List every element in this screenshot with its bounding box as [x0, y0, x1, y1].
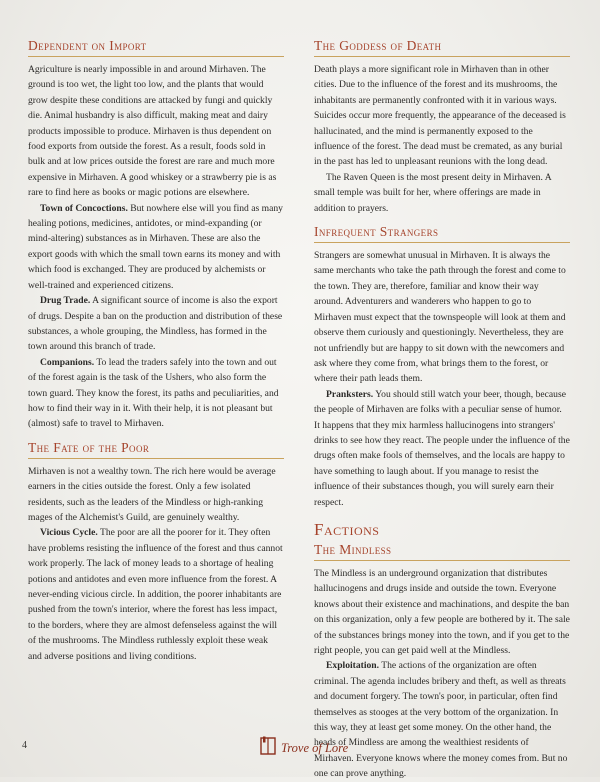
paragraph-mindless: The Mindless is an underground organization that distributes hallucinogens and drugs inside and outside the town. Everyone knows about their existence and machinations, and despite the ban on this organization, only a few people are bothered by it. The sale of the substances brings money into the town, and if you get to the right people, you can get paid well at the Mindless. — [314, 567, 570, 656]
text-vicious-cycle: The poor are all the poorer for it. They often have problems resisting the influence of the forest and thus cannot work properly. The lack of money leads to a shortage of healing potions and antidotes and even more influence from the forest. A never-ending vicious circle. In addition, the poorer inhabitants are pushed from the town's interior, where the forest has less impact, to the borders, where they are almost defenseless against the will of the mushrooms. The Mindless ruthlessly exploit these weak and adverse positions and living conditions. — [28, 527, 283, 662]
paragraph-vicious-cycle — [28, 525, 284, 664]
footer-brand-text: Trove of Lore — [281, 740, 349, 755]
paragraph-pranksters — [314, 387, 570, 510]
text-town-of-concoctions: But nowhere else will you find as many healing potions, medicines, antidotes, or mind-expanding (or mind-altering) substances as in Mirhaven. These are also the export goods with which the small town earns its money and with which food is exchanged. They are produced by alchemists or well-trained and experienced citizens. — [28, 202, 283, 291]
lead-drug-trade: Drug Trade. — [40, 295, 91, 307]
section-title-the-mindless: The Mindless — [314, 542, 570, 561]
paragraph-goddess-1: Death plays a more significant role in Mirhaven than in other cities. Due to the influence of the forest and its mushrooms, the inhabitants are permanently confronted with it in various ways. Suicides occur more frequently, the appearance of the deceased is hallucinated, and the mind is permanently exposed to the influence of the forest. The dead must be cremated, as any burial in the past has led to unpleasant reunions with the long dead. — [314, 64, 566, 168]
text-pranksters: You should still watch your beer, though, because the people of Mirhaven are folks with a peculiar sense of humor. It happens that they mix harmless hallucinogens into strangers' drinks to see how they react. The people under the influence of the drugs often make fools of themselves, and the locals are happy to have something to laugh about. If you manage to resist the influence of their substances though, you will surely earn their respect. — [314, 388, 570, 508]
lead-vicious-cycle: Vicious Cycle. — [40, 527, 98, 539]
paragraph-exploitation — [314, 658, 570, 781]
section-title-fate-of-the-poor: The Fate of the Poor — [28, 440, 284, 459]
chapter-title-factions: Factions — [314, 519, 380, 539]
page-number: 4 — [22, 740, 27, 751]
section-title-infrequent-strangers: Infrequent Strangers — [314, 224, 570, 243]
text-exploitation: The actions of the organization are often criminal. The agenda includes bribery and theft, as well as threats and document forgery. The town's poor, in particular, often find themselves as stooges at the very bottom of the organization. In this way, they at least get some money. On the other hand, the heads of Mindless are among the wealthiest residents of Mirhaven. Everyone knows where the money comes from. But no one can prove anything. — [314, 660, 568, 780]
right-column — [314, 38, 570, 782]
paragraph-strangers: Strangers are somewhat unusual in Mirhaven. It is always the same merchants who take the path through the forest and come to the town. They are, therefore, familiar and know their way around. Adventurers and wanderers who happen to go to Mirhaven must expect that the townspeople will look at them and observe them curiously and questioningly. Nevertheless, they are not unfriendly but are happy to sit down with the newcomers and ask where they come from, what brings them to the forest, or where their path leads them. — [314, 250, 566, 385]
section-title-dependent-on-import: Dependent on Import — [28, 38, 284, 57]
left-column — [28, 38, 284, 664]
lead-town-of-concoctions: Town of Concoctions. — [40, 202, 128, 214]
lead-exploitation: Exploitation. — [326, 660, 380, 672]
footer-brand — [259, 738, 348, 758]
paragraph-drug-trade — [28, 293, 284, 355]
lead-companions: Companions. — [40, 356, 95, 368]
paragraph-companions — [28, 355, 284, 432]
section-title-goddess-of-death: The Goddess of Death — [314, 38, 570, 57]
text-drug-trade: A significant source of income is also the export of drugs. Despite a ban on the production and distribution of these substances, a whole grouping, the Mindless, has formed in the town around this branch of trade. — [28, 295, 283, 353]
paragraph-goddess-2: The Raven Queen is the most present deity in Mirhaven. A small temple was built for her, where offerings are made in addition to prayers. — [314, 171, 552, 214]
paragraph-fate: Mirhaven is not a wealthy town. The rich here would be average earners in the cities outside the forest. Only a few isolated residents, such as the leaders of the Mindless or high-ranking mages of the Alchemist's Guild, are genuinely wealthy. — [28, 465, 276, 523]
book-icon — [259, 736, 277, 760]
paragraph-dependent: Agriculture is nearly impossible in and around Mirhaven. The ground is too wet, the light too low, and the plants that would grow despite these conditions are attacked by fungi and quickly die. Animal husbandry is also difficult, making meat and dairy products impossible to produce. Mirhaven is thus dependent on food exports from outside the forest. As a result, foods sold in bulk and at low prices outside the forest are rare and much more expensive in Mirhaven. A good whiskey or a strawberry pie is as rare to find here as books or magic potions are elsewhere. — [28, 64, 277, 199]
text-companions: To lead the traders safely into the town and out of the forest again is the task of the Ushers, who also form the town guard. They know the forest, its paths and peculiarities, and how to find their way in it. With their help, it is not pleasant but (almost) safe to travel to Mirhaven. — [28, 356, 279, 430]
paragraph-town-of-concoctions — [28, 201, 284, 293]
lead-pranksters: Pranksters. — [326, 388, 374, 400]
